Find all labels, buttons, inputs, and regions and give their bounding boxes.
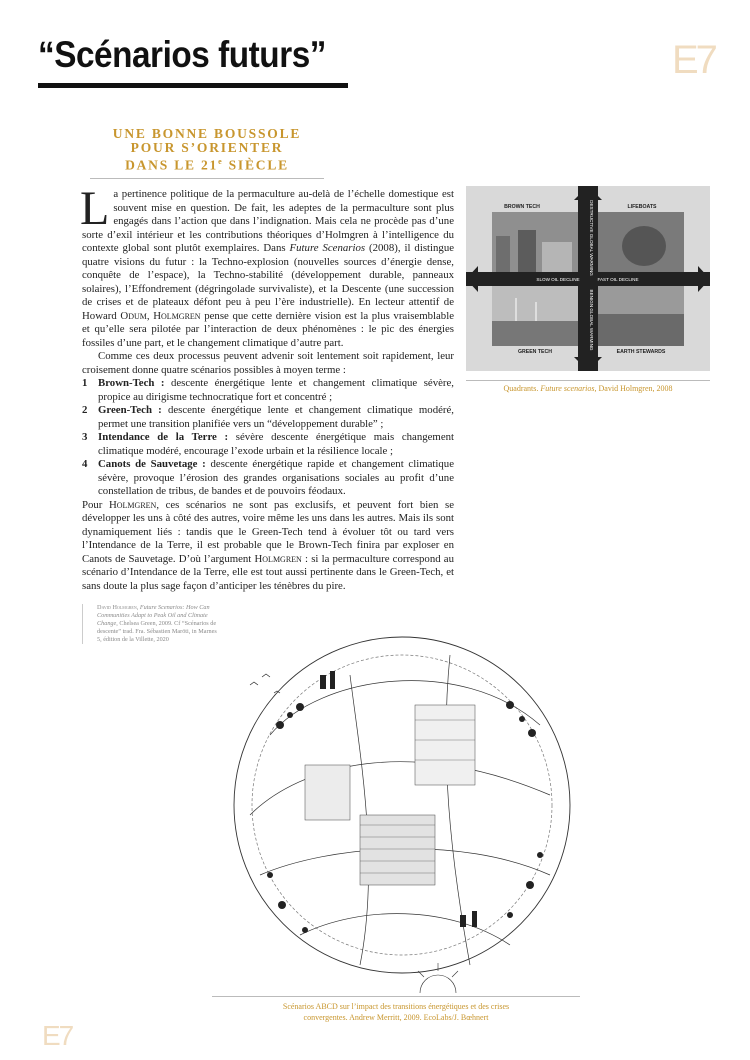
list-item: 3 Intendance de la Terre : sévère descente énergétique mais changement climatique modéré, encourage l’exode urbain et la résilience locale ; — [82, 431, 455, 457]
footnote: David Holmgren, Future Scenarios: How Can Communities Adapt to Peak Oil and Climate Change, Chelsea Green, 2009. Cf “Scénarios de descente” trad. Fra. Sébastien Maröti, in Marnes 5, édition de la Villette, 2020 — [82, 604, 217, 644]
page-code: E7 — [672, 38, 715, 82]
section-subtitle — [78, 127, 336, 173]
quadrant-diagram — [466, 186, 710, 371]
paragraph-2: Comme ces deux processus peuvent advenir soit lentement soit rapidement, leur croisement donne quatre scénarios possibles à moyen terme : — [82, 350, 454, 376]
paragraph-3: Pour Holmgren, ces scénarios ne sont pas exclusifs, et peuvent fort bien se développer les uns à côté des autres, voire même les uns dans les autres. Mais ils sont dynamiquement liés : tandis que le Green-Tech tend à évoluer tôt ou tard vers l’Intendance de la Terre, il est probable que le Brown-Tech finira par exploser en Canots de Sauvetage. D’où l’argument Holmgren : si la permaculture correspond au scénario d’Intendance de la Terre, elle est tout aussi pertinente dans le Green-Tech, et sans doute la plus sage façon d’anticiper les ténèbres du pire. — [82, 498, 454, 592]
list-item: 2 Green-Tech : descente énergétique lente et changement climatique modéré, permet une transition planifiée vers un “développement durable” ; — [82, 404, 454, 430]
quadrant-rule — [466, 380, 710, 381]
subtitle-line-2: POUR S’ORIENTER — [130, 140, 284, 155]
article-body — [80, 182, 455, 593]
paragraph-1: La pertinence politique de la permaculture au-delà de l’échelle domestique est souvent mise en question. De fait, les adeptes de la permaculture sont plus engagés dans l’action que dans l’indignation. Mais cela ne procède pas d’une sorte d’exil intérieur et les contributions théoriques d’Holmgren à l’intelligence du contexte global sont plutôt exemplaires. Dans Future Scenarios (2008), il distingue quatre visions du futur : la Techno-explosion (nouvelles sources d’énergie dense, conquête de l’espace), la Techno-stabilité (développement durable, panneaux solaires), l’Effondrement (dégringolade survivaliste), et la Descente (une succession de crises et de plateaux défont peu à peu l’ère industrielle). En lecteur attentif de Howard Odum, Holmgren pense que cette dernière vision est la plus vraisemblable et qu’elle sera pilotée par l’interaction de deux phénomènes : le pic des énergies fossiles d’une part, et le changement climatique d’autre part. — [80, 182, 455, 349]
label-green-tech: GREEN TECH — [517, 349, 553, 355]
page-code-bottom: E7 — [42, 1020, 73, 1051]
drawing-caption-rule — [212, 996, 580, 997]
vertical-axis-arrow — [578, 186, 598, 371]
quadrant-figure — [466, 186, 710, 371]
label-benign-warming: BENIGN GLOBAL WARMING — [589, 289, 594, 351]
title-underline — [38, 83, 348, 88]
label-lifeboats: LIFEBOATS — [627, 204, 657, 210]
label-fast-oil: FAST OIL DECLINE — [597, 277, 639, 282]
subtitle-rule — [90, 178, 324, 179]
label-brown-tech: BROWN TECH — [504, 204, 540, 210]
label-earth-stewards: EARTH STEWARDS — [616, 349, 666, 355]
label-slow-oil: SLOW OIL DECLINE — [536, 277, 580, 282]
subtitle-line-3: DANS LE 21e SIÈCLE — [125, 157, 289, 173]
scenario-circular-illustration — [210, 615, 590, 995]
drop-cap: L — [80, 182, 110, 235]
page-title: “Scénarios futurs” — [38, 34, 326, 75]
scenario-list — [82, 377, 454, 499]
drawing-caption: Scénarios ABCD sur l’impact des transitions énergétiques et des crises convergentes. Andrew Merritt, 2009. EcoLabs/J. Bœhnert — [282, 1002, 510, 1022]
quadrant-caption: Quadrants. Future scenarios, David Holmgren, 2008 — [503, 384, 673, 393]
subtitle-line-1: UNE BONNE BOUSSOLE — [112, 126, 302, 141]
list-item: 1 Brown-Tech : descente énergétique lente et changement climatique sévère, propice au dirigisme technocratique fort et concentré ; — [82, 377, 454, 403]
label-destructive-warming: DESTRUCTIVE GLOBAL WARMING — [589, 200, 594, 276]
list-item: 4 Canots de Sauvetage : descente énergétique rapide et changement climatique sévère, provoque l’érosion des grandes organisations sociales au profit d’une constellation de tribus, de bandes et de pouvoirs féodaux. — [82, 458, 455, 497]
